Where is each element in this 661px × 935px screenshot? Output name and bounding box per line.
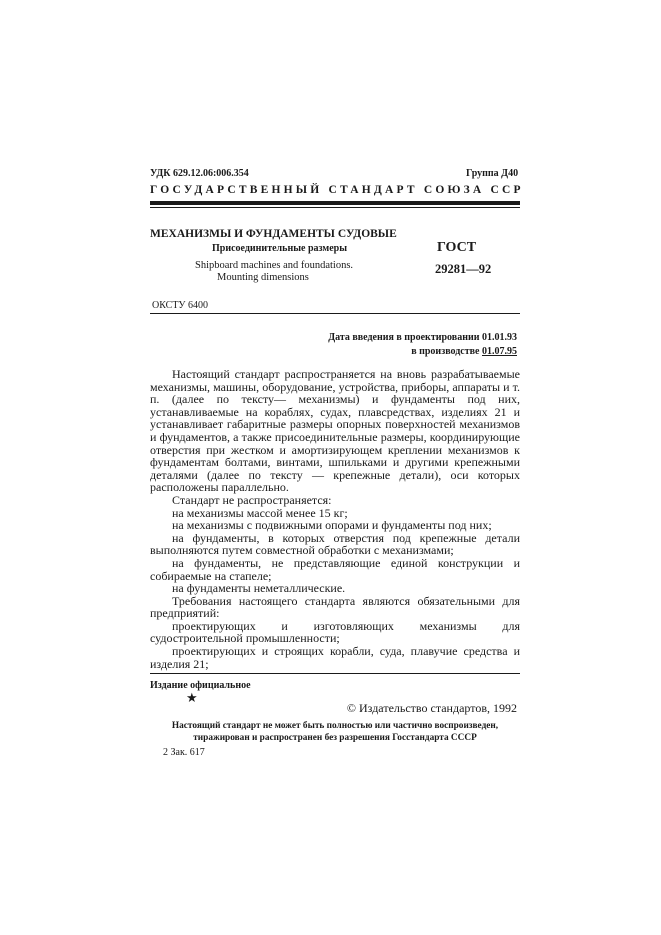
document-title: МЕХАНИЗМЫ И ФУНДАМЕНТЫ СУДОВЫЕ	[150, 228, 397, 240]
banner-rule-thin	[150, 207, 520, 208]
oksty-code: ОКСТУ 6400	[152, 300, 209, 311]
paragraph: Настоящий стандарт распространяется на вновь разрабатываемые механизмы, машины, оборудование, устройства, приборы, аппараты и т. п. (далее по тексту— механизмы) и фундаменты под них, устанавливаемые на кораблях, судах, плавсредствах, изделиях 21 и устанавливает габаритные размеры опорных поверхностей механизмов и фундаментов, а также присоединительные размеры, координирующие отверстия при жестком и амортизирующем креплении механизмов к фундаментам болтами, винтами, шпильками и другими крепежными деталями (далее по тексту — крепежные детали), оси которых расположены параллельно.	[150, 367, 520, 495]
gost-number: 29281—92	[435, 262, 492, 276]
edition-label: Издание официальное	[150, 680, 251, 691]
list-item: на фундаменты, не представляющие единой конструкции и собираемые на стапеле;	[150, 555, 520, 583]
design-date-label: Дата введения в проектировании	[328, 332, 480, 343]
list-item: проектирующих и строящих корабли, суда, плавучие средства и изделия 21;	[150, 644, 520, 671]
list-item: на фундаменты, в которых отверстия под крепежные детали выполняются путем совместной обработки с механизмами;	[150, 530, 520, 558]
group-code: Группа Д40	[466, 168, 519, 179]
notice-line-2: тиражирован и распространен без разрешения Госстандарта СССР	[193, 733, 477, 743]
reproduction-notice	[150, 720, 520, 744]
order-number: 2 Зак. 617	[163, 747, 205, 758]
design-date-value: 01.01.93	[482, 332, 517, 343]
english-title-line-1: Shipboard machines and foundations.	[195, 260, 354, 271]
paragraph: Стандарт не распространяется:	[172, 492, 332, 507]
star-icon: ★	[186, 690, 198, 705]
english-title-line-2: Mounting dimensions	[217, 272, 309, 283]
document-subtitle: Присоединительные размеры	[212, 243, 348, 254]
udk-code: УДК 629.12.06:006.354	[150, 168, 249, 179]
production-date-value: 01.07.95	[482, 346, 517, 357]
footer-divider	[150, 673, 520, 674]
copyright-line: © Издательство стандартов, 1992	[346, 701, 517, 715]
list-item: на механизмы массой менее 15 кг;	[172, 505, 348, 520]
banner-rule-thick	[150, 201, 520, 205]
section-divider	[150, 313, 520, 314]
list-item: на механизмы с подвижными опорами и фундаменты под них;	[172, 518, 492, 533]
list-item: на фундаменты неметаллические.	[172, 581, 346, 596]
paragraph: Требования настоящего стандарта являются обязательными для предприятий:	[150, 593, 520, 621]
gost-label: ГОСТ	[437, 240, 477, 255]
standard-banner: ГОСУДАРСТВЕННЫЙ СТАНДАРТ СОЮЗА ССР	[150, 184, 524, 196]
production-date-line	[411, 346, 517, 357]
production-date-label: в производстве	[411, 346, 480, 357]
body-text	[150, 368, 520, 670]
list-item: проектирующих и изготовляющих механизмы для судостроительной промышленности;	[150, 618, 520, 646]
design-date-line	[328, 332, 517, 343]
notice-line-1: Настоящий стандарт не может быть полностью или частично воспроизведен,	[171, 721, 499, 731]
